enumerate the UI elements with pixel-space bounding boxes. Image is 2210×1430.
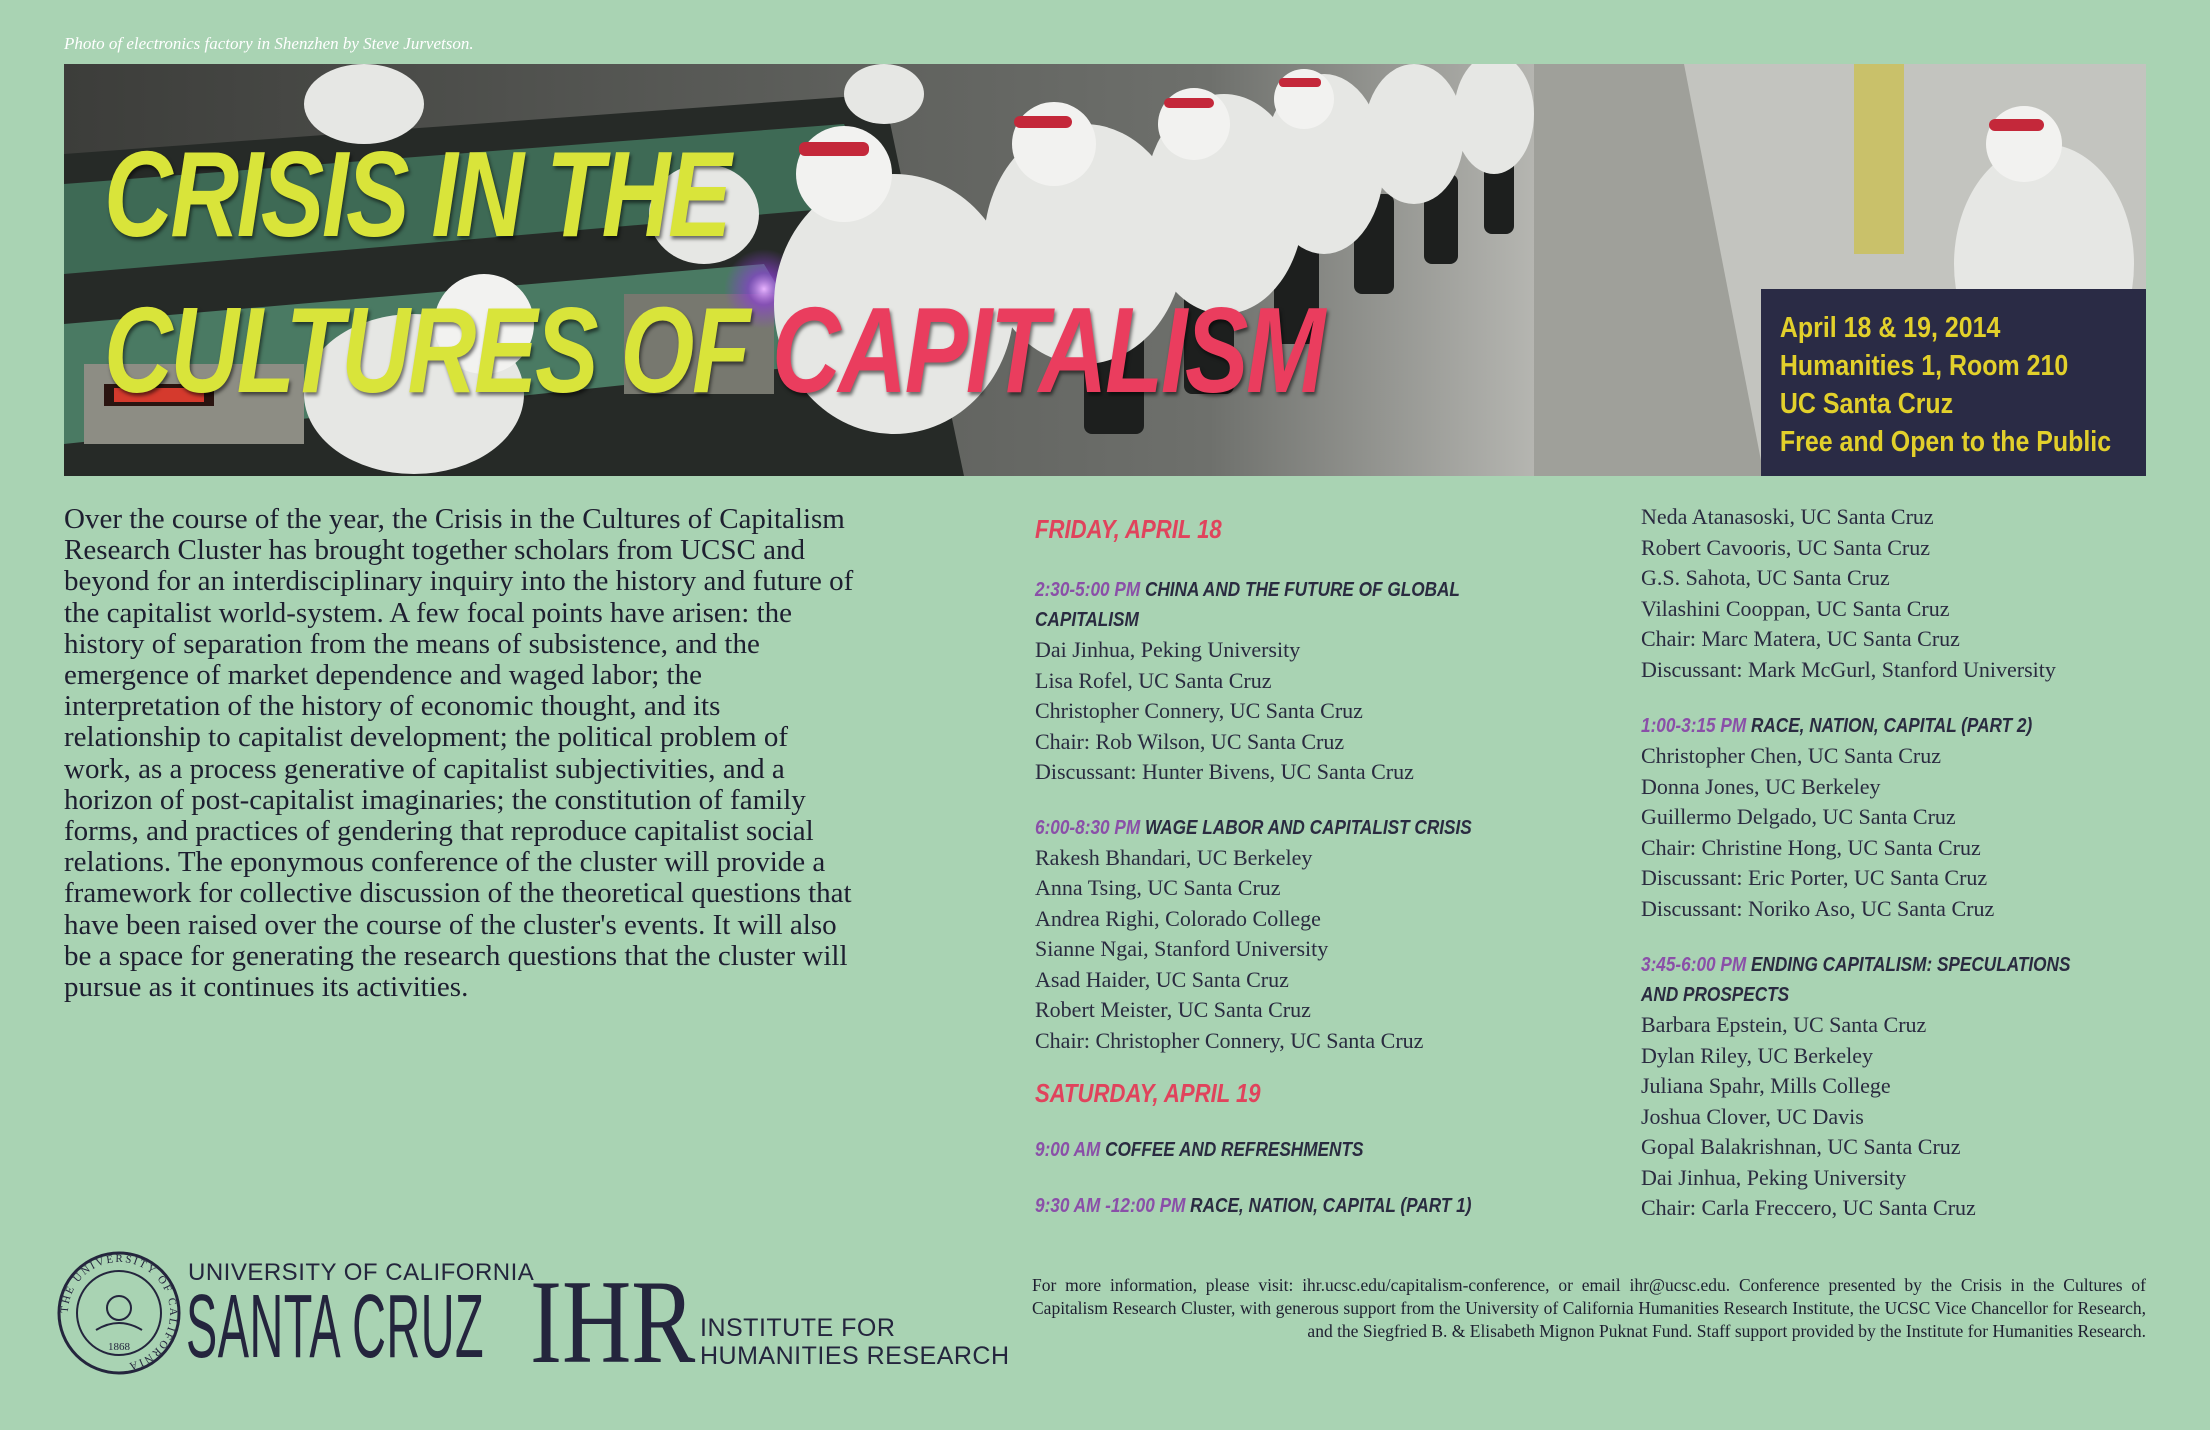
list-item: Robert Cavooris, UC Santa Cruz	[1641, 534, 1931, 560]
schedule-column-1	[1035, 514, 1595, 1221]
title-capitalism: CAPITALISM	[771, 282, 1324, 418]
event-admission: Free and Open to the Public	[1779, 426, 2112, 458]
schedule-column-2	[1641, 502, 2161, 1224]
list-item: Anna Tsing, UC Santa Cruz	[1035, 875, 1281, 900]
session-title: WAGE LABOR AND CAPITALIST CRISIS	[1144, 816, 1472, 839]
ihr-name-line-1: INSTITUTE FOR	[700, 1314, 896, 1342]
saturday-heading: SATURDAY, APRIL 19	[1035, 1078, 1261, 1108]
hero-banner	[64, 64, 2146, 476]
event-location: Humanities 1, Room 210	[1779, 350, 2069, 382]
uc-name-line: UNIVERSITY OF CALIFORNIA	[188, 1259, 535, 1286]
list-item: Discussant: Eric Porter, UC Santa Cruz	[1641, 865, 1988, 890]
friday-session-1-heading-cont: CAPITALISM	[1035, 609, 1139, 631]
saturday-session-3-heading	[1641, 711, 2088, 741]
session-title: COFFEE AND REFRESHMENTS	[1105, 1139, 1364, 1161]
saturday-session-4-heading-cont: AND PROSPECTS	[1641, 984, 1790, 1006]
session-time: 3:45-6:00 PM	[1641, 954, 1747, 976]
list-item: Chair: Rob Wilson, UC Santa Cruz	[1035, 728, 1345, 754]
session-title: ENDING CAPITALISM: SPECULATIONS	[1750, 954, 2071, 976]
list-item: G.S. Sahota, UC Santa Cruz	[1641, 565, 1890, 590]
list-item: Andrea Righi, Colorado College	[1035, 905, 1321, 931]
list-item: Chair: Carla Freccero, UC Santa Cruz	[1641, 1195, 1976, 1220]
friday-heading: FRIDAY, APRIL 18	[1035, 514, 1222, 544]
uc-santa-cruz: SANTA CRUZ	[186, 1277, 485, 1377]
list-item: Christopher Connery, UC Santa Cruz	[1035, 698, 1363, 723]
photo-credit: Photo of electronics factory in Shenzhen by Steve Jurvetson.	[64, 34, 474, 53]
list-item: Robert Meister, UC Santa Cruz	[1035, 997, 1311, 1022]
friday-session-2-heading	[1035, 813, 1517, 843]
title-line-2	[104, 280, 1323, 420]
intro-paragraph: Over the course of the year, the Crisis in the Cultures of Capitalism Research Cluster has brought together scholars from UCSC and beyond for an interdisciplinary inquiry into the history and future of the capitalist world-system. A few focal points have arisen: the history of separation from the means of subsistence, and the emergence of market dependence and waged labor; the interpretation of the history of economic thought, and its relationship to capitalist development; the political problem of work, as a process generative of capitalist subjectivities, and a horizon of post-capitalist imaginaries; the constitution of family forms, and practices of gendering that reproduce capitalist social relations. The eponymous conference of the cluster will provide a framework for collective discussion of the theoretical questions that have been raised over the course of the cluster's events. It will also be a space for generating the research questions that the cluster will pursue as it continues its activities.	[64, 503, 854, 1004]
ihr-name-line-2: HUMANITIES RESEARCH	[700, 1342, 1010, 1370]
session-time: 9:00 AM	[1035, 1139, 1101, 1161]
uc-seal-icon	[56, 1250, 182, 1376]
list-item: Chair: Christopher Connery, UC Santa Cruz	[1035, 1027, 1424, 1053]
list-item: Joshua Clover, UC Davis	[1641, 1103, 1864, 1129]
session-time: 1:00-3:15 PM	[1641, 715, 1747, 737]
session-time: 6:00-8:30 PM	[1035, 816, 1141, 839]
list-item: Barbara Epstein, UC Santa Cruz	[1641, 1012, 1927, 1037]
list-item: Juliana Spahr, Mills College	[1641, 1073, 1891, 1098]
list-item: Dai Jinhua, Peking University	[1035, 637, 1301, 662]
session-title: RACE, NATION, CAPITAL (PART 1)	[1190, 1195, 1472, 1217]
friday-session-1-heading	[1035, 575, 1517, 605]
list-item: Guillermo Delgado, UC Santa Cruz	[1641, 804, 1956, 829]
event-date: April 18 & 19, 2014	[1779, 312, 2001, 344]
list-item: Neda Atanasoski, UC Santa Cruz	[1641, 504, 1934, 529]
list-item: Dylan Riley, UC Berkeley	[1641, 1042, 1873, 1068]
list-item: Discussant: Noriko Aso, UC Santa Cruz	[1641, 895, 1995, 921]
list-item: Rakesh Bhandari, UC Berkeley	[1035, 844, 1313, 870]
list-item: Christopher Chen, UC Santa Cruz	[1641, 743, 1942, 768]
list-item: Discussant: Mark McGurl, Stanford University	[1641, 656, 2056, 682]
event-campus: UC Santa Cruz	[1779, 388, 1954, 420]
list-item: Chair: Marc Matera, UC Santa Cruz	[1641, 626, 1960, 651]
saturday-session-4-heading	[1641, 950, 2088, 980]
footer-note: For more information, please visit: ihr.ucsc.edu/capitalism-conference, or email ihr@ucsc.edu. Conference presented by the Crisis in the Cultures of Capitalism Research Cluster, with generous support from the University of California Humanities Research Institute, the UCSC Vice Chancellor for Research, and the Siegfried B. & Elisabeth Mignon Puknat Fund. Staff support provided by the Institute for Humanities Research.	[1032, 1275, 2146, 1341]
seal-ring-text: THE UNIVERSITY OF CALIFORNIA	[58, 1252, 180, 1373]
ihr-logo-icon	[530, 1262, 700, 1372]
title-cultures-of: CULTURES OF	[104, 282, 772, 418]
ihr-mark-text: IHR	[530, 1262, 696, 1372]
list-item: Chair: Christine Hong, UC Santa Cruz	[1641, 834, 1981, 860]
list-item: Vilashini Cooppan, UC Santa Cruz	[1641, 595, 1950, 621]
saturday-session-1-heading	[1035, 1135, 1517, 1165]
list-item: Lisa Rofel, UC Santa Cruz	[1035, 667, 1272, 693]
list-item: Sianne Ngai, Stanford University	[1035, 936, 1329, 961]
list-item: Gopal Balakrishnan, UC Santa Cruz	[1641, 1134, 1961, 1159]
session-time: 2:30-5:00 PM	[1035, 579, 1141, 601]
seal-year: 1868	[108, 1341, 130, 1353]
session-time: 9:30 AM -12:00 PM	[1035, 1195, 1186, 1217]
event-info-box	[1761, 289, 2146, 476]
saturday-session-2-heading	[1035, 1191, 1517, 1221]
list-item: Dai Jinhua, Peking University	[1641, 1164, 1907, 1190]
session-title: CHINA AND THE FUTURE OF GLOBAL	[1144, 579, 1460, 601]
list-item: Discussant: Hunter Bivens, UC Santa Cruz	[1035, 759, 1414, 784]
list-item: Asad Haider, UC Santa Cruz	[1035, 966, 1289, 992]
title-line-1: CRISIS IN THE	[104, 126, 730, 262]
session-title: RACE, NATION, CAPITAL (PART 2)	[1750, 715, 2033, 737]
list-item: Donna Jones, UC Berkeley	[1641, 773, 1881, 799]
